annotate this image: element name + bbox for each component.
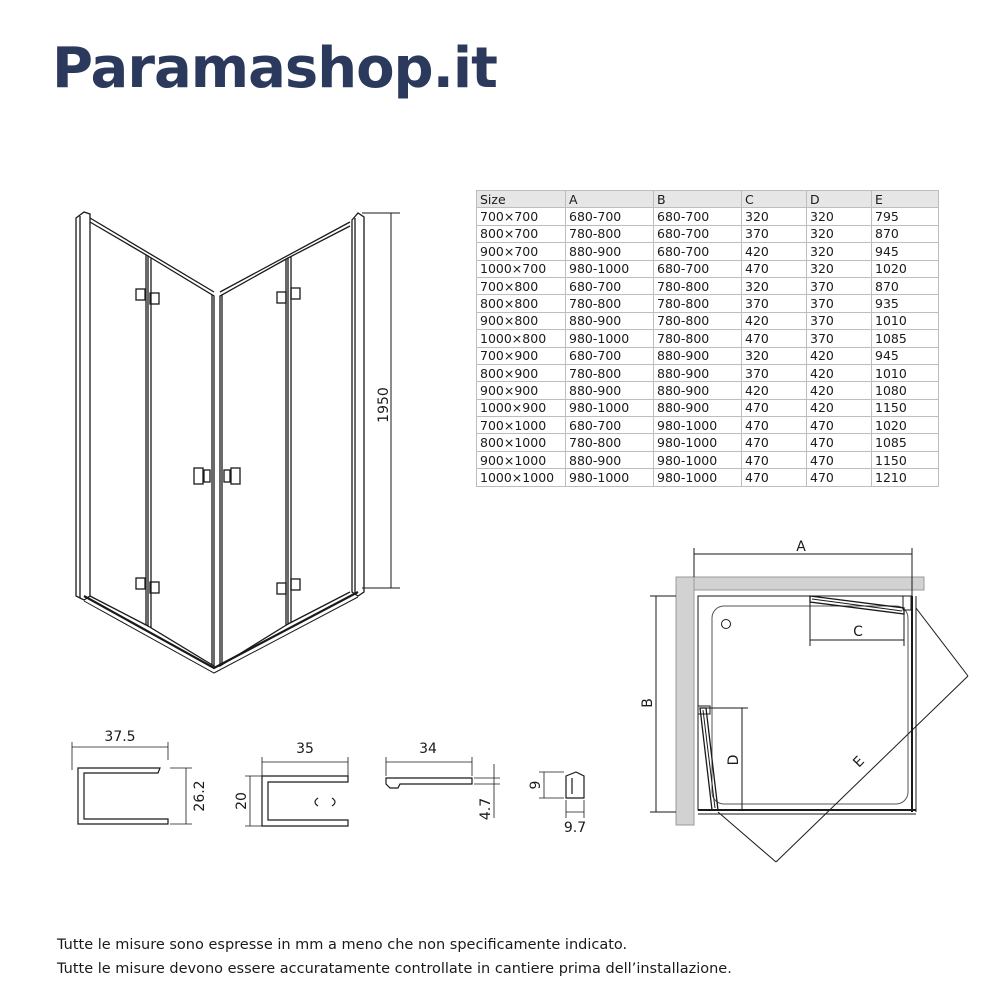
table-cell: 1085 [872,330,939,347]
table-cell: 420 [742,312,807,329]
table-cell: 370 [807,277,872,294]
table-cell: 320 [807,260,872,277]
table-cell: 980-1000 [654,434,742,451]
plan-label-e: E [850,753,868,771]
table-cell: 700×800 [477,277,566,294]
table-cell: 900×900 [477,382,566,399]
hinge-icon [291,288,300,299]
drain-icon [722,620,731,629]
column-header: D [807,191,872,208]
hinge-icon [136,578,145,589]
profile-section-2 [245,757,348,826]
profile2-height-label: 20 [234,792,250,810]
hinge-icon [136,289,145,300]
table-cell: 370 [742,295,807,312]
table-cell: 1010 [872,364,939,381]
profile3-height-label: 4.7 [478,797,494,821]
plan-label-b: B [640,698,656,708]
table-cell: 880-900 [566,243,654,260]
table-cell: 680-700 [654,243,742,260]
table-cell: 800×900 [477,364,566,381]
table-cell: 370 [807,295,872,312]
wall-left [676,577,694,825]
table-cell: 1080 [872,382,939,399]
profile1-width-label: 37.5 [104,729,136,745]
table-cell: 935 [872,295,939,312]
left-panel-inner [148,256,214,666]
hinge-icon [291,579,300,590]
plan-label-a: A [796,539,806,555]
table-cell: 980-1000 [654,451,742,468]
table-cell: 980-1000 [566,260,654,277]
plan-label-d: D [726,754,742,766]
table-cell: 945 [872,347,939,364]
table-cell: 980-1000 [654,417,742,434]
table-cell: 945 [872,243,939,260]
table-cell: 370 [742,225,807,242]
table-cell: 880-900 [566,451,654,468]
table-cell: 320 [742,208,807,225]
left-panel-outer [90,222,148,626]
table-cell: 870 [872,225,939,242]
table-cell: 470 [807,451,872,468]
hinge-icon [277,292,286,303]
table-cell: 420 [807,382,872,399]
table-cell: 320 [807,225,872,242]
table-cell: 700×1000 [477,417,566,434]
table-cell: 420 [807,399,872,416]
profile4-width-label: 9.7 [563,820,587,836]
table-cell: 470 [742,260,807,277]
table-cell: 1150 [872,399,939,416]
table-cell: 1150 [872,451,939,468]
table-cell: 900×1000 [477,451,566,468]
table-cell: 800×1000 [477,434,566,451]
table-cell: 1000×700 [477,260,566,277]
table-cell: 470 [742,399,807,416]
table-cell: 470 [742,469,807,486]
table-cell: 780-800 [566,295,654,312]
wall-back [676,577,924,590]
table-cell: 780-800 [566,364,654,381]
table-cell: 880-900 [654,382,742,399]
column-header: B [654,191,742,208]
table-cell: 470 [742,434,807,451]
profile-section-4 [539,772,584,818]
table-cell: 470 [742,417,807,434]
table-cell: 680-700 [566,277,654,294]
table-cell: 800×800 [477,295,566,312]
height-label: 1950 [376,387,392,423]
table-cell: 880-900 [654,364,742,381]
table-cell: 370 [807,330,872,347]
table-cell: 980-1000 [566,330,654,347]
profile1-height-label: 26.2 [192,780,208,812]
table-cell: 420 [742,382,807,399]
table-cell: 795 [872,208,939,225]
table-cell: 320 [807,243,872,260]
handle-icon [231,468,240,484]
table-cell: 470 [807,434,872,451]
table-cell: 1010 [872,312,939,329]
table-cell: 870 [872,277,939,294]
footnotes [57,933,732,981]
table-cell: 420 [807,347,872,364]
table-cell: 370 [807,312,872,329]
table-cell: 680-700 [566,208,654,225]
table-cell: 780-800 [654,295,742,312]
table-cell: 320 [742,347,807,364]
table-cell: 780-800 [566,225,654,242]
table-cell: 470 [742,330,807,347]
table-cell: 1020 [872,417,939,434]
table-cell: 1020 [872,260,939,277]
right-wall-profile [352,213,364,596]
right-panel-inner [220,258,288,666]
table-cell: 700×900 [477,347,566,364]
column-header: Size [477,191,566,208]
table-cell: 900×800 [477,312,566,329]
table-cell: 880-900 [566,312,654,329]
table-cell: 800×700 [477,225,566,242]
table-cell: 1085 [872,434,939,451]
table-cell: 470 [807,417,872,434]
table-cell: 680-700 [566,347,654,364]
table-cell: 370 [742,364,807,381]
handle-icon [194,468,203,484]
right-panel-outer [288,226,350,624]
plan-label-c: C [853,624,863,640]
column-header: A [566,191,654,208]
left-wall-profile [76,212,90,600]
plan-view [650,548,968,862]
table-cell: 780-800 [654,312,742,329]
table-cell: 780-800 [654,277,742,294]
table-cell: 980-1000 [654,469,742,486]
table-cell: 1000×800 [477,330,566,347]
table-cell: 880-900 [654,399,742,416]
profile4-height-label: 9 [528,780,544,790]
table-cell: 470 [742,451,807,468]
profile-section-1 [72,742,192,824]
brand-logo: Paramashop.it [52,36,497,101]
table-cell: 880-900 [566,382,654,399]
table-cell: 1000×900 [477,399,566,416]
table-cell: 680-700 [654,225,742,242]
table-cell: 320 [742,277,807,294]
table-cell: 680-700 [654,260,742,277]
profile3-width-label: 34 [419,741,437,757]
table-cell: 680-700 [654,208,742,225]
table-cell: 680-700 [566,417,654,434]
column-header: C [742,191,807,208]
table-cell: 780-800 [654,330,742,347]
hinge-icon [277,583,286,594]
column-header: E [872,191,939,208]
table-cell: 1210 [872,469,939,486]
enclosure-front-view [76,212,364,673]
table-cell: 470 [807,469,872,486]
footnote-line: Tutte le misure devono essere accuratamente controllate in cantiere prima dell’installazione. [57,961,732,977]
table-cell: 880-900 [654,347,742,364]
table-cell: 420 [807,364,872,381]
table-cell: 1000×1000 [477,469,566,486]
table-cell: 700×700 [477,208,566,225]
profile2-width-label: 35 [296,741,314,757]
table-cell: 780-800 [566,434,654,451]
table-cell: 420 [742,243,807,260]
table-cell: 980-1000 [566,469,654,486]
table-cell: 980-1000 [566,399,654,416]
table-cell: 320 [807,208,872,225]
table-cell: 900×700 [477,243,566,260]
footnote-line: Tutte le misure sono espresse in mm a meno che non specificamente indicato. [57,937,628,953]
